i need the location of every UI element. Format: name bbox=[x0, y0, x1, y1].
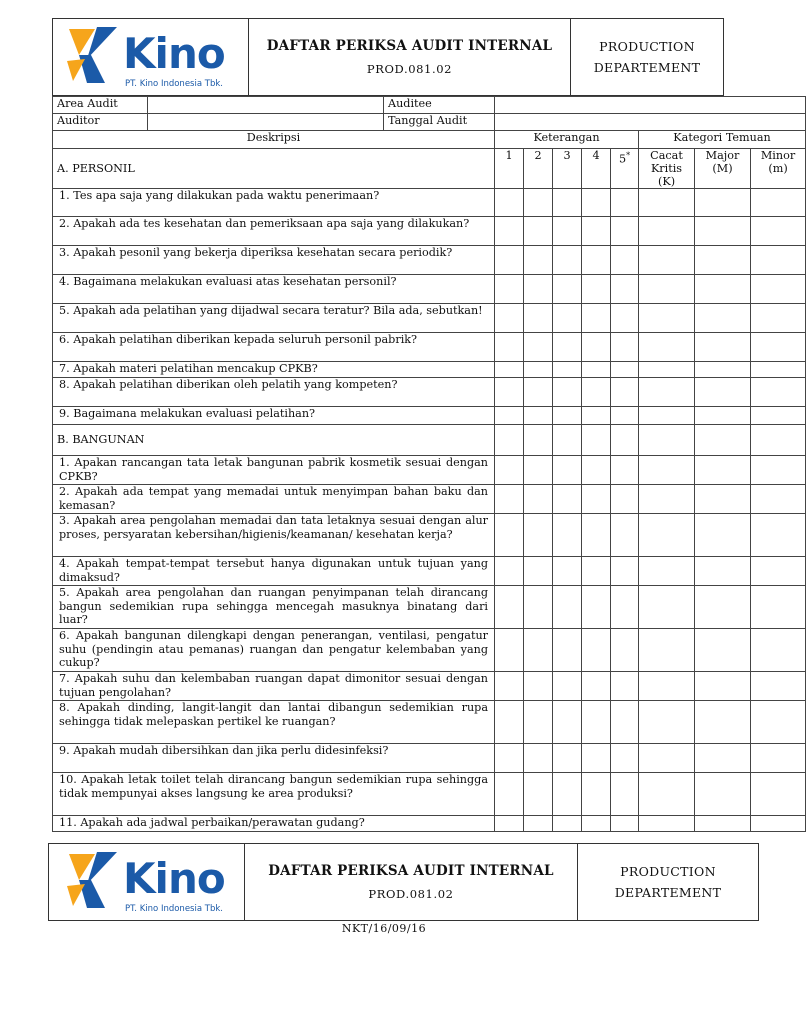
checklist-row bbox=[53, 514, 806, 557]
keterangan-cell-5[interactable] bbox=[611, 456, 639, 485]
cacat-cell[interactable] bbox=[639, 629, 695, 672]
checklist-row bbox=[53, 456, 806, 485]
keterangan-cell-4[interactable] bbox=[582, 514, 611, 557]
keterangan-cell-1[interactable] bbox=[495, 701, 524, 744]
keterangan-cell-3[interactable] bbox=[553, 407, 582, 425]
keterangan-cell-5[interactable] bbox=[611, 514, 639, 557]
info-row bbox=[53, 97, 806, 114]
logo-wordmark: Kino bbox=[123, 854, 225, 903]
keterangan-cell-2[interactable] bbox=[524, 701, 553, 744]
keterangan-cell-4[interactable] bbox=[582, 407, 611, 425]
department-line-2: DEPARTEMENT bbox=[593, 60, 701, 75]
keterangan-cell-3[interactable] bbox=[553, 816, 582, 832]
column-header-row bbox=[53, 149, 806, 189]
minor-cell[interactable] bbox=[751, 407, 806, 425]
major-cell[interactable] bbox=[695, 773, 751, 816]
minor-cell[interactable] bbox=[751, 557, 806, 586]
keterangan-cell-4[interactable] bbox=[582, 773, 611, 816]
keterangan-header: Keterangan bbox=[495, 131, 639, 149]
major-cell[interactable] bbox=[695, 304, 751, 333]
document-code: PROD.081.02 bbox=[368, 887, 454, 901]
cacat-cell[interactable] bbox=[639, 217, 695, 246]
minor-cell[interactable] bbox=[751, 362, 806, 378]
major-cell[interactable] bbox=[695, 557, 751, 586]
major-cell[interactable] bbox=[695, 701, 751, 744]
keterangan-cell-4[interactable] bbox=[582, 701, 611, 744]
checklist-question: 6. Apakah bangunan dilengkapi dengan penerangan, ventilasi, pengatur suhu (pendingin atau pemanas) ruangan dan pengatur kelembaban yang cukup? bbox=[53, 629, 495, 672]
keterangan-cell-4[interactable] bbox=[582, 816, 611, 832]
keterangan-number: 1 bbox=[495, 149, 524, 189]
minor-cell[interactable] bbox=[751, 701, 806, 744]
keterangan-cell-3[interactable] bbox=[553, 485, 582, 514]
major-cell[interactable] bbox=[695, 744, 751, 773]
keterangan-cell-4[interactable] bbox=[582, 629, 611, 672]
keterangan-cell-4[interactable] bbox=[582, 189, 611, 217]
kino-mark-icon bbox=[63, 25, 123, 87]
cacat-cell[interactable] bbox=[639, 333, 695, 362]
keterangan-cell-1[interactable] bbox=[495, 557, 524, 586]
checklist-question: 5. Apakah ada pelatihan yang dijadwal secara teratur? Bila ada, sebutkan! bbox=[53, 304, 495, 333]
major-cell[interactable] bbox=[695, 189, 751, 217]
department-block bbox=[571, 19, 723, 95]
checklist-row bbox=[53, 557, 806, 586]
keterangan-cell-5[interactable] bbox=[611, 557, 639, 586]
cacat-cell[interactable] bbox=[639, 514, 695, 557]
checklist-row bbox=[53, 407, 806, 425]
keterangan-cell-4[interactable] bbox=[582, 275, 611, 304]
keterangan-cell-5[interactable] bbox=[611, 586, 639, 629]
auditor-field[interactable] bbox=[148, 114, 384, 131]
keterangan-cell-5[interactable] bbox=[611, 333, 639, 362]
checklist-question: 8. Apakah dinding, langit-langit dan lantai dibangun sedemikian rupa sehingga tidak melepaskan pertikel ke ruangan? bbox=[53, 701, 495, 744]
department-line-2: DEPARTEMENT bbox=[614, 885, 722, 900]
major-cell[interactable] bbox=[695, 362, 751, 378]
keterangan-cell-2[interactable] bbox=[524, 586, 553, 629]
minor-cell[interactable] bbox=[751, 189, 806, 217]
checklist-question: 8. Apakah pelatihan diberikan oleh pelatih yang kompeten? bbox=[53, 378, 495, 407]
document-header-repeat bbox=[48, 843, 759, 921]
keterangan-cell-5[interactable] bbox=[611, 217, 639, 246]
major-cell[interactable] bbox=[695, 275, 751, 304]
major-cell[interactable] bbox=[695, 485, 751, 514]
keterangan-cell-2[interactable] bbox=[524, 304, 553, 333]
checklist-row bbox=[53, 744, 806, 773]
document-code: PROD.081.02 bbox=[366, 62, 453, 76]
keterangan-cell-5[interactable] bbox=[611, 362, 639, 378]
checklist-row bbox=[53, 304, 806, 333]
minor-cell[interactable] bbox=[751, 586, 806, 629]
major-cell[interactable] bbox=[695, 586, 751, 629]
cacat-header: Cacat Kritis (K) bbox=[639, 149, 695, 189]
keterangan-cell-2[interactable] bbox=[524, 514, 553, 557]
checklist-row bbox=[53, 629, 806, 672]
keterangan-cell-5[interactable] bbox=[611, 701, 639, 744]
keterangan-cell-1[interactable] bbox=[495, 304, 524, 333]
keterangan-cell-2[interactable] bbox=[524, 378, 553, 407]
checklist-question: 4. Bagaimana melakukan evaluasi atas kesehatan personil? bbox=[53, 275, 495, 304]
keterangan-cell-3[interactable] bbox=[553, 362, 582, 378]
keterangan-cell-1[interactable] bbox=[495, 485, 524, 514]
footnote-mark: * bbox=[626, 151, 631, 160]
checklist-question: 7. Apakah materi pelatihan mencakup CPKB? bbox=[53, 362, 495, 378]
keterangan-cell-1[interactable] bbox=[495, 672, 524, 701]
checklist-row bbox=[53, 246, 806, 275]
minor-cell[interactable] bbox=[751, 744, 806, 773]
keterangan-cell-5[interactable] bbox=[611, 672, 639, 701]
cacat-cell[interactable] bbox=[639, 456, 695, 485]
keterangan-cell-1[interactable] bbox=[495, 456, 524, 485]
keterangan-cell-3[interactable] bbox=[553, 304, 582, 333]
tanggal-audit-label: Tanggal Audit bbox=[384, 114, 495, 131]
keterangan-cell-4[interactable] bbox=[582, 744, 611, 773]
major-cell[interactable] bbox=[695, 217, 751, 246]
keterangan-cell-3[interactable] bbox=[553, 425, 582, 456]
cacat-cell[interactable] bbox=[639, 701, 695, 744]
keterangan-cell-3[interactable] bbox=[553, 189, 582, 217]
checklist-row bbox=[53, 378, 806, 407]
keterangan-cell-5[interactable] bbox=[611, 275, 639, 304]
tanggal-audit-field[interactable] bbox=[495, 114, 806, 131]
cacat-cell[interactable] bbox=[639, 485, 695, 514]
keterangan-cell-5[interactable] bbox=[611, 407, 639, 425]
keterangan-cell-3[interactable] bbox=[553, 629, 582, 672]
footer-code: NKT/16/09/16 bbox=[341, 922, 427, 935]
cacat-cell[interactable] bbox=[639, 773, 695, 816]
keterangan-cell-2[interactable] bbox=[524, 407, 553, 425]
major-cell[interactable] bbox=[695, 425, 751, 456]
keterangan-cell-2[interactable] bbox=[524, 629, 553, 672]
major-cell[interactable] bbox=[695, 378, 751, 407]
keterangan-cell-1[interactable] bbox=[495, 773, 524, 816]
checklist-row bbox=[53, 816, 806, 832]
minor-cell[interactable] bbox=[751, 275, 806, 304]
keterangan-cell-2[interactable] bbox=[524, 744, 553, 773]
checklist-question: 1. Tes apa saja yang dilakukan pada waktu penerimaan? bbox=[53, 189, 495, 217]
cacat-cell[interactable] bbox=[639, 275, 695, 304]
keterangan-cell-2[interactable] bbox=[524, 333, 553, 362]
kategori-header: Kategori Temuan bbox=[639, 131, 806, 149]
checklist-row bbox=[53, 586, 806, 629]
department-block bbox=[578, 844, 758, 920]
keterangan-cell-5[interactable] bbox=[611, 744, 639, 773]
keterangan-number: 3 bbox=[553, 149, 582, 189]
department-line-1: PRODUCTION bbox=[620, 864, 716, 879]
minor-cell[interactable] bbox=[751, 333, 806, 362]
major-cell[interactable] bbox=[695, 672, 751, 701]
keterangan-number: 4 bbox=[582, 149, 611, 189]
section-title: A. PERSONIL bbox=[53, 149, 495, 189]
major-cell[interactable] bbox=[695, 456, 751, 485]
keterangan-cell-2[interactable] bbox=[524, 485, 553, 514]
minor-cell[interactable] bbox=[751, 304, 806, 333]
cacat-cell[interactable] bbox=[639, 246, 695, 275]
major-cell[interactable] bbox=[695, 816, 751, 832]
keterangan-cell-4[interactable] bbox=[582, 217, 611, 246]
checklist-question: 5. Apakah area pengolahan dan ruangan penyimpanan telah dirancang bangun sedemikian rupa sehingga mencegah masuknya binatang dari luar? bbox=[53, 586, 495, 629]
checklist-row bbox=[53, 189, 806, 217]
major-cell[interactable] bbox=[695, 629, 751, 672]
cacat-cell[interactable] bbox=[639, 586, 695, 629]
company-logo bbox=[53, 19, 249, 95]
keterangan-cell-5[interactable] bbox=[611, 629, 639, 672]
major-header: Major (M) bbox=[695, 149, 751, 189]
checklist-question: 1. Apakan rancangan tata letak bangunan pabrik kosmetik sesuai dengan CPKB? bbox=[53, 456, 495, 485]
keterangan-cell-1[interactable] bbox=[495, 744, 524, 773]
keterangan-cell-2[interactable] bbox=[524, 672, 553, 701]
minor-cell[interactable] bbox=[751, 816, 806, 832]
company-logo bbox=[49, 844, 245, 920]
checklist-question: 11. Apakah ada jadwal perbaikan/perawatan gudang? bbox=[53, 816, 495, 832]
checklist-row bbox=[53, 485, 806, 514]
keterangan-cell-1[interactable] bbox=[495, 407, 524, 425]
title-block bbox=[249, 19, 571, 95]
checklist-row bbox=[53, 333, 806, 362]
keterangan-cell-4[interactable] bbox=[582, 586, 611, 629]
cacat-cell[interactable] bbox=[639, 189, 695, 217]
logo-subtitle: PT. Kino Indonesia Tbk. bbox=[125, 79, 223, 89]
keterangan-cell-3[interactable] bbox=[553, 701, 582, 744]
keterangan-cell-1[interactable] bbox=[495, 586, 524, 629]
keterangan-cell-5[interactable] bbox=[611, 816, 639, 832]
keterangan-cell-4[interactable] bbox=[582, 456, 611, 485]
minor-cell[interactable] bbox=[751, 514, 806, 557]
keterangan-cell-5[interactable] bbox=[611, 246, 639, 275]
keterangan-cell-1[interactable] bbox=[495, 246, 524, 275]
document-title: DAFTAR PERIKSA AUDIT INTERNAL bbox=[268, 863, 554, 879]
section-title: B. BANGUNAN bbox=[53, 425, 495, 456]
checklist-row bbox=[53, 773, 806, 816]
checklist-question: 7. Apakah suhu dan kelembaban ruangan dapat dimonitor sesuai dengan tujuan pengolahan? bbox=[53, 672, 495, 701]
minor-header: Minor (m) bbox=[751, 149, 806, 189]
cacat-cell[interactable] bbox=[639, 304, 695, 333]
keterangan-cell-1[interactable] bbox=[495, 425, 524, 456]
keterangan-cell-2[interactable] bbox=[524, 275, 553, 304]
checklist-question: 10. Apakah letak toilet telah dirancang bangun sedemikian rupa sehingga tidak mempunyai akses langsung ke area produksi? bbox=[53, 773, 495, 816]
checklist-question: 9. Apakah mudah dibersihkan dan jika perlu didesinfeksi? bbox=[53, 744, 495, 773]
keterangan-cell-4[interactable] bbox=[582, 557, 611, 586]
logo-wordmark: Kino bbox=[123, 29, 225, 78]
checklist-row bbox=[53, 275, 806, 304]
cacat-cell[interactable] bbox=[639, 672, 695, 701]
checklist-question: 3. Apakah area pengolahan memadai dan tata letaknya sesuai dengan alur proses, persyaratan kebersihan/higienis/keamanan/ kesehatan kerja? bbox=[53, 514, 495, 557]
checklist-question: 9. Bagaimana melakukan evaluasi pelatihan? bbox=[53, 407, 495, 425]
minor-cell[interactable] bbox=[751, 217, 806, 246]
keterangan-number: 2 bbox=[524, 149, 553, 189]
logo-subtitle: PT. Kino Indonesia Tbk. bbox=[125, 904, 223, 914]
minor-cell[interactable] bbox=[751, 456, 806, 485]
keterangan-cell-4[interactable] bbox=[582, 485, 611, 514]
area-audit-field[interactable] bbox=[148, 97, 384, 114]
major-cell[interactable] bbox=[695, 514, 751, 557]
keterangan-cell-2[interactable] bbox=[524, 816, 553, 832]
keterangan-cell-1[interactable] bbox=[495, 362, 524, 378]
minor-cell[interactable] bbox=[751, 773, 806, 816]
keterangan-cell-3[interactable] bbox=[553, 744, 582, 773]
keterangan-cell-5[interactable] bbox=[611, 425, 639, 456]
keterangan-cell-3[interactable] bbox=[553, 378, 582, 407]
keterangan-cell-3[interactable] bbox=[553, 514, 582, 557]
info-row bbox=[53, 114, 806, 131]
checklist-row bbox=[53, 672, 806, 701]
checklist-question: 4. Apakah tempat-tempat tersebut hanya digunakan untuk tujuan yang dimaksud? bbox=[53, 557, 495, 586]
keterangan-cell-2[interactable] bbox=[524, 425, 553, 456]
auditor-label: Auditor bbox=[53, 114, 148, 131]
checklist-row bbox=[53, 362, 806, 378]
checklist-question: 2. Apakah ada tempat yang memadai untuk menyimpan bahan baku dan kemasan? bbox=[53, 485, 495, 514]
minor-cell[interactable] bbox=[751, 485, 806, 514]
keterangan-cell-4[interactable] bbox=[582, 672, 611, 701]
auditee-label: Auditee bbox=[384, 97, 495, 114]
document-title: DAFTAR PERIKSA AUDIT INTERNAL bbox=[266, 38, 553, 54]
keterangan-cell-4[interactable] bbox=[582, 378, 611, 407]
cacat-cell[interactable] bbox=[639, 362, 695, 378]
cacat-cell[interactable] bbox=[639, 816, 695, 832]
keterangan-cell-5[interactable] bbox=[611, 378, 639, 407]
keterangan-cell-2[interactable] bbox=[524, 362, 553, 378]
kino-mark-icon bbox=[63, 850, 123, 912]
keterangan-cell-3[interactable] bbox=[553, 275, 582, 304]
minor-cell[interactable] bbox=[751, 672, 806, 701]
keterangan-cell-3[interactable] bbox=[553, 217, 582, 246]
keterangan-cell-3[interactable] bbox=[553, 557, 582, 586]
keterangan-cell-2[interactable] bbox=[524, 246, 553, 275]
cacat-cell[interactable] bbox=[639, 407, 695, 425]
keterangan-cell-2[interactable] bbox=[524, 217, 553, 246]
minor-cell[interactable] bbox=[751, 425, 806, 456]
keterangan-number: 5* bbox=[611, 149, 639, 189]
keterangan-cell-3[interactable] bbox=[553, 333, 582, 362]
keterangan-cell-3[interactable] bbox=[553, 773, 582, 816]
keterangan-cell-3[interactable] bbox=[553, 456, 582, 485]
section-header-row bbox=[53, 425, 806, 456]
keterangan-cell-3[interactable] bbox=[553, 672, 582, 701]
checklist-row bbox=[53, 701, 806, 744]
area-audit-label: Area Audit bbox=[53, 97, 148, 114]
keterangan-cell-3[interactable] bbox=[553, 246, 582, 275]
minor-cell[interactable] bbox=[751, 246, 806, 275]
keterangan-cell-1[interactable] bbox=[495, 378, 524, 407]
department-line-1: PRODUCTION bbox=[599, 39, 695, 54]
major-cell[interactable] bbox=[695, 407, 751, 425]
checklist-question: 3. Apakah pesonil yang bekerja diperiksa kesehatan secara periodik? bbox=[53, 246, 495, 275]
title-block bbox=[245, 844, 578, 920]
document-header bbox=[52, 18, 724, 96]
keterangan-cell-4[interactable] bbox=[582, 246, 611, 275]
keterangan-cell-1[interactable] bbox=[495, 816, 524, 832]
major-cell[interactable] bbox=[695, 246, 751, 275]
column-group-header bbox=[53, 131, 806, 149]
keterangan-cell-4[interactable] bbox=[582, 304, 611, 333]
keterangan-cell-1[interactable] bbox=[495, 629, 524, 672]
keterangan-cell-5[interactable] bbox=[611, 304, 639, 333]
keterangan-cell-1[interactable] bbox=[495, 189, 524, 217]
keterangan-cell-4[interactable] bbox=[582, 362, 611, 378]
keterangan-cell-2[interactable] bbox=[524, 773, 553, 816]
checklist-question: 2. Apakah ada tes kesehatan dan pemeriksaan apa saja yang dilakukan? bbox=[53, 217, 495, 246]
cacat-cell[interactable] bbox=[639, 425, 695, 456]
keterangan-cell-3[interactable] bbox=[553, 586, 582, 629]
keterangan-cell-1[interactable] bbox=[495, 217, 524, 246]
checklist-row bbox=[53, 217, 806, 246]
checklist-table bbox=[52, 96, 806, 832]
keterangan-cell-5[interactable] bbox=[611, 189, 639, 217]
minor-cell[interactable] bbox=[751, 378, 806, 407]
keterangan-cell-1[interactable] bbox=[495, 333, 524, 362]
auditee-field[interactable] bbox=[495, 97, 806, 114]
keterangan-cell-1[interactable] bbox=[495, 275, 524, 304]
checklist-question: 6. Apakah pelatihan diberikan kepada seluruh personil pabrik? bbox=[53, 333, 495, 362]
cacat-cell[interactable] bbox=[639, 744, 695, 773]
keterangan-cell-5[interactable] bbox=[611, 773, 639, 816]
cacat-cell[interactable] bbox=[639, 557, 695, 586]
keterangan-cell-5[interactable] bbox=[611, 485, 639, 514]
keterangan-cell-2[interactable] bbox=[524, 456, 553, 485]
keterangan-cell-4[interactable] bbox=[582, 333, 611, 362]
minor-cell[interactable] bbox=[751, 629, 806, 672]
deskripsi-header: Deskripsi bbox=[53, 131, 495, 149]
keterangan-cell-2[interactable] bbox=[524, 189, 553, 217]
keterangan-cell-4[interactable] bbox=[582, 425, 611, 456]
keterangan-cell-2[interactable] bbox=[524, 557, 553, 586]
cacat-cell[interactable] bbox=[639, 378, 695, 407]
keterangan-cell-1[interactable] bbox=[495, 514, 524, 557]
major-cell[interactable] bbox=[695, 333, 751, 362]
